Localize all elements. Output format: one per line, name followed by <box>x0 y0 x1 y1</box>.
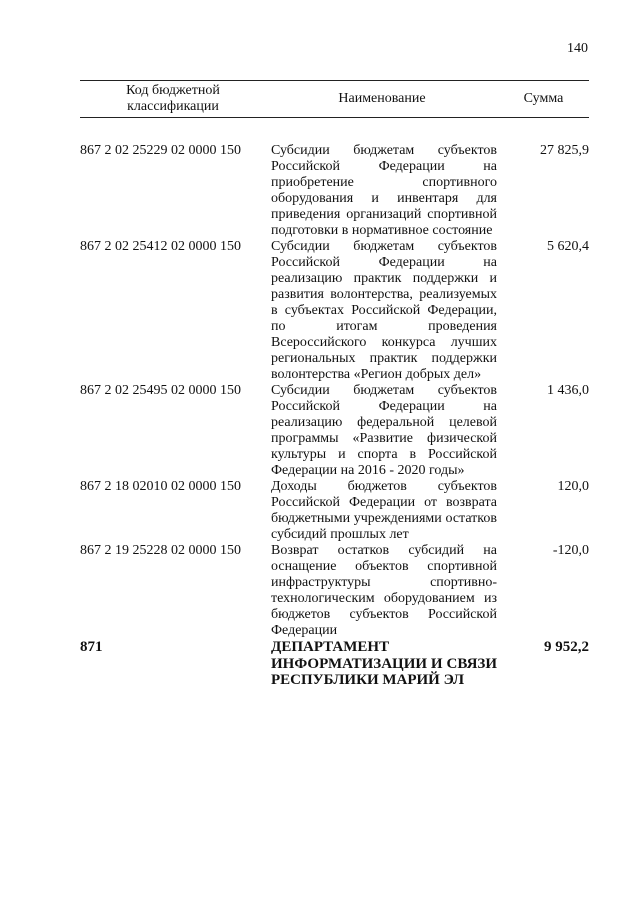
page-number: 140 <box>567 41 588 56</box>
row-name: Субсидии бюджетам субъектов Российской Федерации на реализацию практик поддержки и развития волонтерства, реализуемых в субъектах Российской Федерации, по итогам проведения Всероссийского конкурса лучших региональных практик поддержки волонтерства «Регион добрых дел» <box>271 239 497 382</box>
row-code: 867 2 19 25228 02 0000 150 <box>80 543 241 558</box>
row-code: 871 <box>80 639 103 655</box>
row-sum: 27 825,9 <box>540 143 589 158</box>
row-sum: 1 436,0 <box>547 383 589 398</box>
table-row <box>80 239 589 383</box>
row-code: 867 2 02 25495 02 0000 150 <box>80 383 241 398</box>
header-code: Код бюджетной классификации <box>126 83 220 114</box>
row-code: 867 2 18 02010 02 0000 150 <box>80 479 241 494</box>
table-row <box>80 543 589 639</box>
header-name: Наименование <box>338 91 426 106</box>
row-sum: -120,0 <box>552 543 589 558</box>
row-name: ДЕПАРТАМЕНТ ИНФОРМАТИЗАЦИИ И СВЯЗИ РЕСПУБЛИКИ МАРИЙ ЭЛ <box>271 639 497 689</box>
row-name: Возврат остатков субсидий на оснащение объектов спортивной инфраструктуры спортивно-технологическим оборудованием из бюджетов субъектов Российской Федерации <box>271 543 497 638</box>
row-code: 867 2 02 25412 02 0000 150 <box>80 239 241 254</box>
table-header-top-rule <box>80 80 589 81</box>
header-sum: Сумма <box>523 91 564 106</box>
row-sum: 5 620,4 <box>547 239 589 254</box>
row-name: Доходы бюджетов субъектов Российской Федерации от возврата бюджетными учреждениями остатков субсидий прошлых лет <box>271 479 497 542</box>
table-row <box>80 383 589 479</box>
row-code: 867 2 02 25229 02 0000 150 <box>80 143 241 158</box>
table-body <box>80 143 589 689</box>
row-sum: 120,0 <box>557 479 589 494</box>
table-header-bottom-rule <box>80 117 589 118</box>
row-name: Субсидии бюджетам субъектов Российской Федерации на приобретение спортивного оборудования и инвентаря для приведения организаций спортивной подготовки в нормативное состояние <box>271 143 497 238</box>
table-row <box>80 479 589 543</box>
row-sum: 9 952,2 <box>544 639 589 655</box>
row-name: Субсидии бюджетам субъектов Российской Федерации на реализацию федеральной целевой программы «Развитие физической культуры и спорта в Российской Федерации на 2016 - 2020 годы» <box>271 383 497 478</box>
table-row <box>80 143 589 239</box>
table-row-department <box>80 639 589 689</box>
